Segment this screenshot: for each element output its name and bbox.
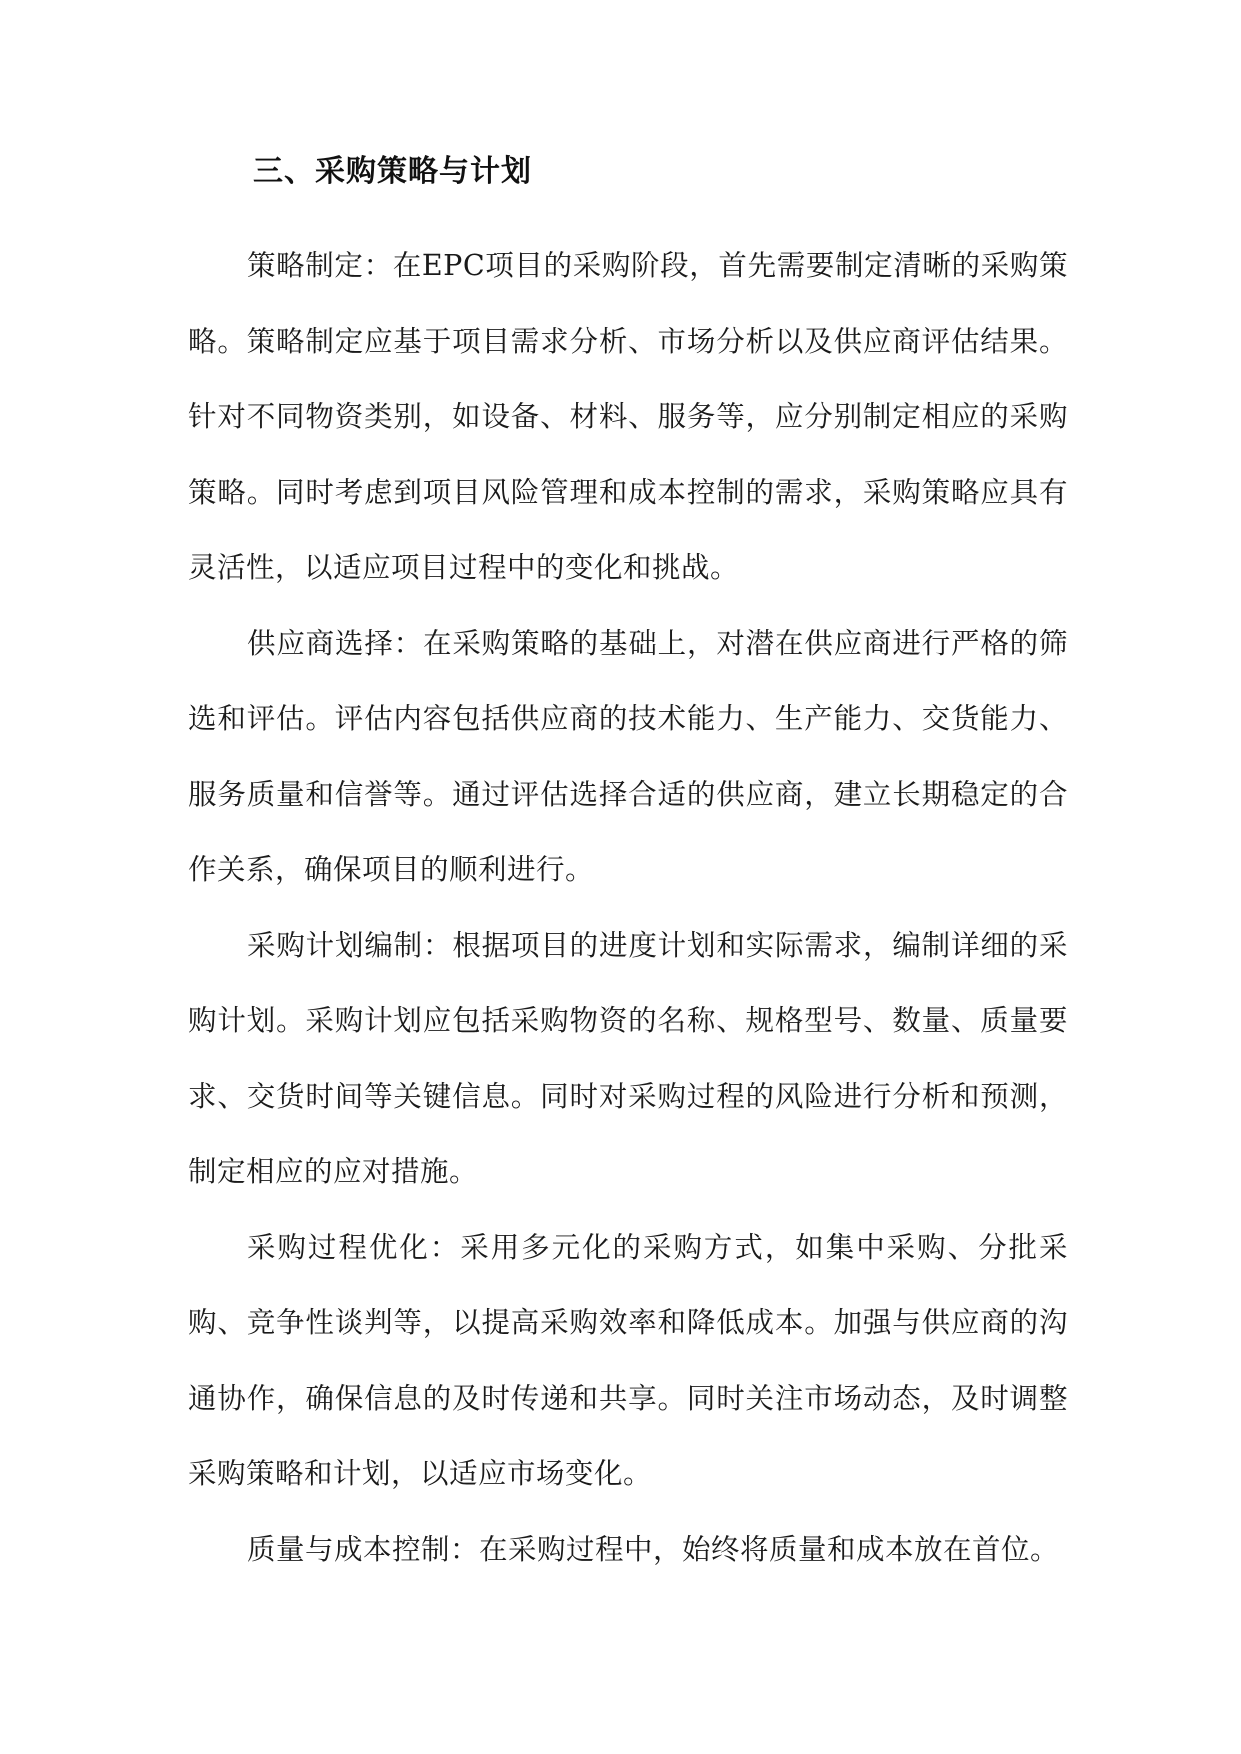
paragraph-quality-cost-control: 质量与成本控制：在采购过程中，始终将质量和成本放在首位。 xyxy=(247,1532,1060,1566)
paragraph-supplier-selection: 供应商选择：在采购策略的基础上，对潜在供应商进行严格的筛选和评估。评估内容包括供应商的技术能力、生产能力、交货能力、服务质量和信誉等。通过评估选择合适的供应商，建立长期稳定的合作关系，确保项目的顺利进行。 xyxy=(188,626,1068,886)
body-text xyxy=(188,228,1068,1587)
paragraph-process-optimization: 采购过程优化：采用多元化的采购方式，如集中采购、分批采购、竞争性谈判等，以提高采购效率和降低成本。加强与供应商的沟通协作，确保信息的及时传递和共享。同时关注市场动态，及时调整采购策略和计划，以适应市场变化。 xyxy=(188,1230,1068,1490)
section-heading: 三、采购策略与计划 xyxy=(253,154,532,189)
paragraph-strategy: 策略制定：在EPC项目的采购阶段，首先需要制定清晰的采购策略。策略制定应基于项目需求分析、市场分析以及供应商评估结果。针对不同物资类别，如设备、材料、服务等，应分别制定相应的采购策略。同时考虑到项目风险管理和成本控制的需求，采购策略应具有灵活性，以适应项目过程中的变化和挑战。 xyxy=(188,249,1068,584)
paragraph-procurement-plan: 采购计划编制：根据项目的进度计划和实际需求，编制详细的采购计划。采购计划应包括采购物资的名称、规格型号、数量、质量要求、交货时间等关键信息。同时对采购过程的风险进行分析和预测，制定相应的应对措施。 xyxy=(188,928,1068,1188)
